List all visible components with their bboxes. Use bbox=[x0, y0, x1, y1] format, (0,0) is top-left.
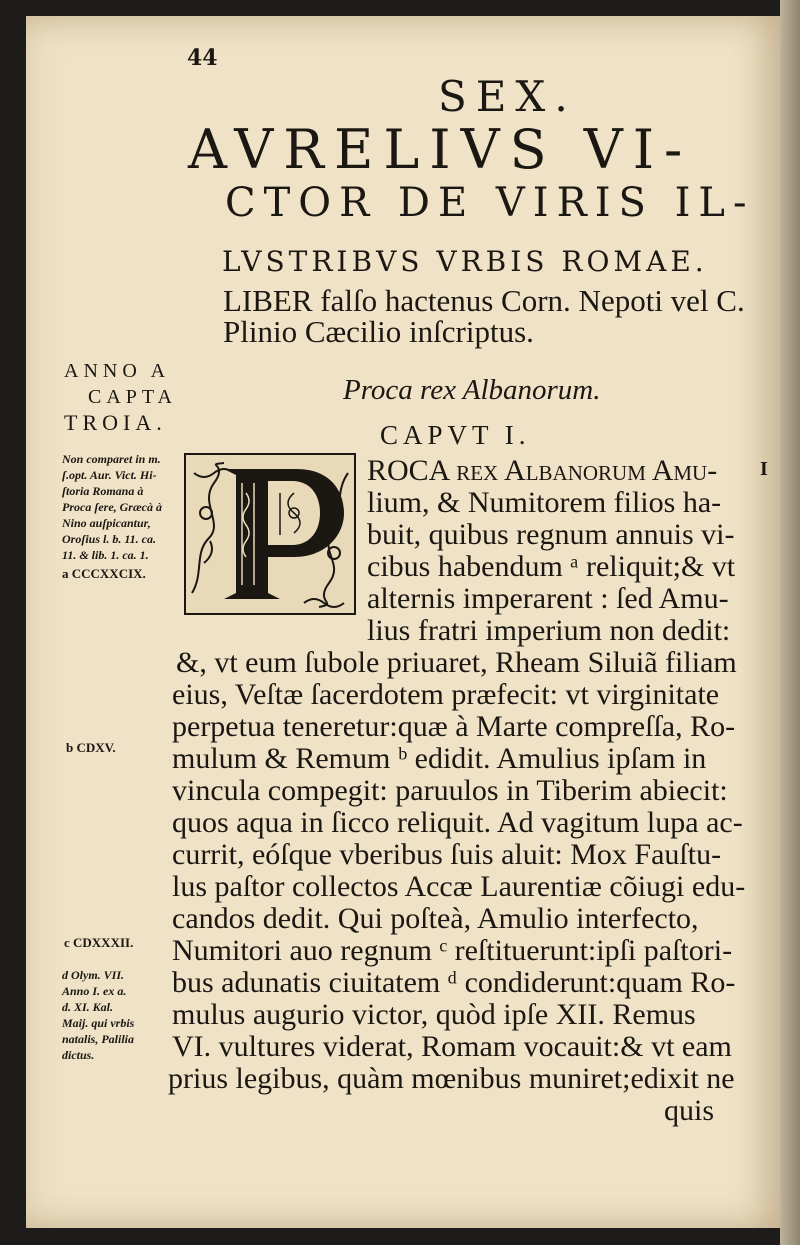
margin-note-line: Proca ſere, Græcà à bbox=[62, 500, 162, 514]
margin-heading-line: CAPTA bbox=[88, 386, 177, 408]
margin-note-d-line: d. XI. Kal. bbox=[62, 1000, 114, 1014]
margin-note-line: Nino auſpicantur, bbox=[62, 516, 151, 530]
body-line: VI. vultures viderat, Romam vocauit:& vt eam bbox=[172, 1030, 732, 1063]
margin-mark-b: b CDXV. bbox=[66, 740, 116, 755]
body-line: Numitori auo regnum ᶜ reſtituerunt:ipſi paſtori- bbox=[172, 934, 733, 967]
title-line-4: LVSTRIBVS VRBIS ROMAE. bbox=[222, 245, 708, 278]
catchword: quis bbox=[664, 1094, 715, 1127]
margin-heading-line: ANNO A bbox=[64, 360, 171, 382]
margin-note-line: 11. & lib. 1. ca. 1. bbox=[62, 548, 149, 562]
body-line: mulum & Remum ᵇ edidit. Amulius ipſam in bbox=[172, 742, 707, 775]
chapter-number: CAPVT I. bbox=[380, 420, 531, 450]
title-line-5: LIBER falſo hactenus Corn. Nepoti vel C. bbox=[223, 283, 745, 318]
side-numeral: I bbox=[760, 458, 768, 480]
margin-mark-c: c CDXXXII. bbox=[64, 935, 134, 950]
body-line: candos dedit. Qui poſteà, Amulio interfecto, bbox=[172, 902, 699, 935]
body-line: ROCA rex Albanorum Amu- bbox=[367, 454, 718, 487]
margin-note-d-line: natalis, Palilia bbox=[62, 1032, 135, 1046]
margin-note-d-line: dictus. bbox=[62, 1048, 95, 1062]
margin-mark-a: a CCCXXCIX. bbox=[62, 566, 146, 581]
margin-heading-line: TROIA. bbox=[64, 410, 167, 435]
margin-note-d-line: d Olym. VII. bbox=[62, 968, 125, 982]
body-line: mulus augurio victor, quòd ipſe XII. Remus bbox=[172, 998, 696, 1031]
body-line: buit, quibus regnum annuis vi- bbox=[367, 518, 735, 551]
title-line-2: AVRELIVS VI- bbox=[188, 118, 693, 181]
body-line: vincula compegit: paruulos in Tiberim abiecit: bbox=[172, 774, 728, 807]
margin-note-line: Oroſius l. b. 11. ca. bbox=[62, 532, 157, 546]
body-line: cibus habendum ᵃ reliquit;& vt bbox=[367, 550, 736, 583]
margin-note-d-line: Anno I. ex a. bbox=[62, 984, 127, 998]
page-number: 44 bbox=[187, 45, 218, 71]
title-line-1: SEX. bbox=[438, 72, 577, 121]
body-line: perpetua teneretur:quæ à Marte compreſſa, Ro- bbox=[172, 710, 736, 743]
title-line-6: Plinio Cæcilio inſcriptus. bbox=[223, 314, 534, 349]
decorated-initial-p bbox=[184, 453, 356, 615]
title-line-3: CTOR DE VIRIS IL- bbox=[225, 180, 755, 226]
body-line: bus adunatis ciuitatem ᵈ condiderunt:quam Ro- bbox=[172, 966, 736, 999]
margin-note-line: ſ.opt. Aur. Vict. Hi- bbox=[62, 468, 157, 482]
page-edge-shadow bbox=[780, 0, 800, 1245]
body-line: lius fratri imperium non dedit: bbox=[367, 614, 731, 647]
margin-note-d-line: Maij. qui vrbis bbox=[62, 1016, 135, 1030]
body-line: alternis imperarent : ſed Amu- bbox=[367, 582, 729, 615]
body-line: lus paſtor collectos Accæ Laurentiæ cõiugi edu- bbox=[172, 870, 746, 903]
body-line: eius, Veſtæ ſacerdotem præfecit: vt virginitate bbox=[172, 678, 720, 711]
body-line: currit, eóſque vberibus ſuis aluit: Mox Fauſtu- bbox=[172, 838, 722, 871]
chapter-title: Proca rex Albanorum. bbox=[343, 374, 601, 406]
body-line: &, vt eum ſubole priuaret, Rheam Siluiã filiam bbox=[176, 646, 737, 679]
body-line: quos aqua in ſicco reliquit. Ad vagitum lupa ac- bbox=[172, 806, 743, 839]
body-line: lium, & Numitorem filios ha- bbox=[367, 486, 722, 519]
body-line: prius legibus, quàm mœnibus muniret;edixit ne bbox=[168, 1062, 735, 1095]
margin-note-line: Non comparet in m. bbox=[62, 452, 161, 466]
margin-note-line: ſtoria Romana à bbox=[62, 484, 144, 498]
